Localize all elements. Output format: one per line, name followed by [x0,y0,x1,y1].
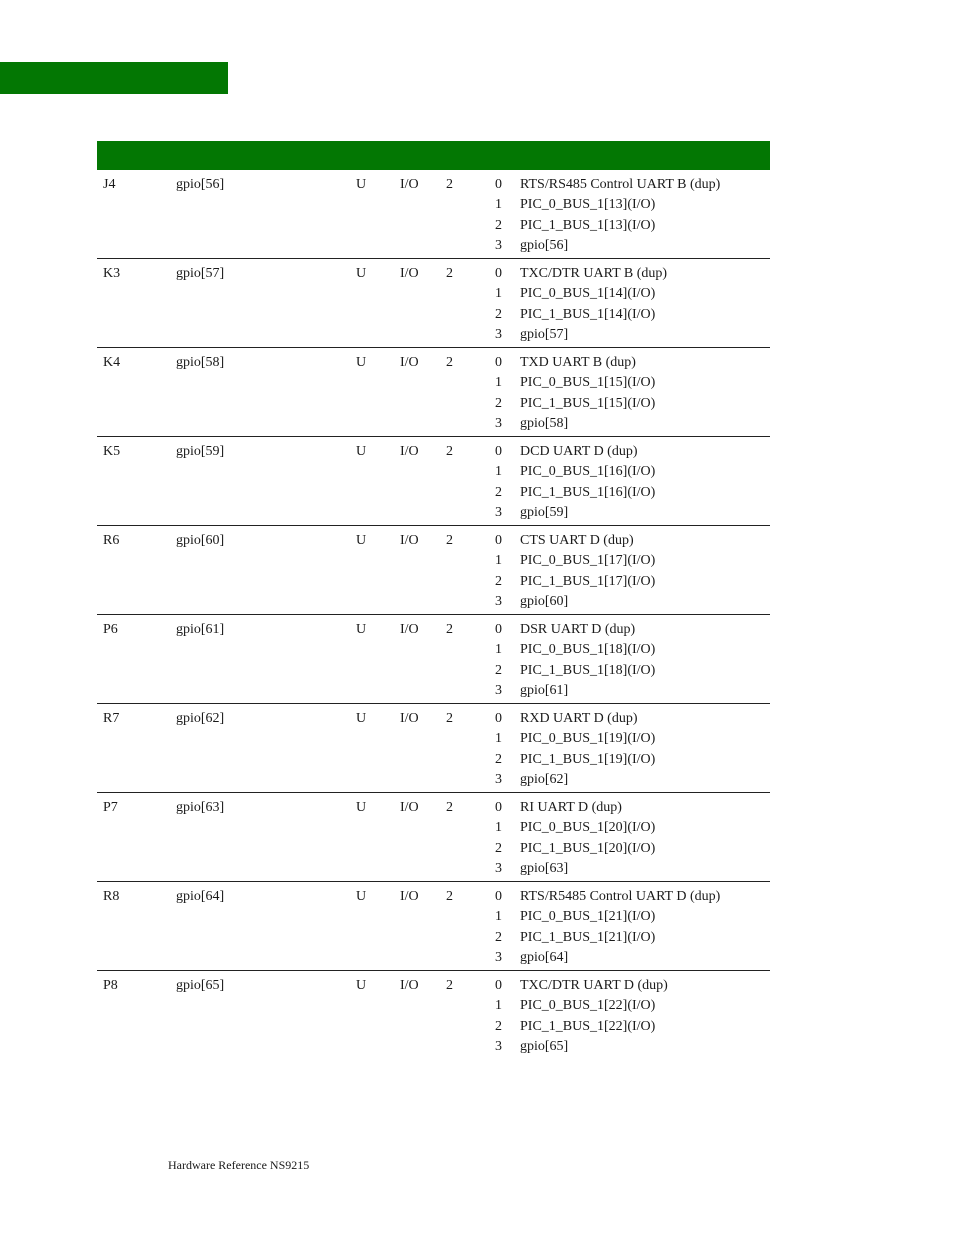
pull-cell: U [356,978,367,993]
mux-number: 0 [495,800,502,815]
mux-description-column [520,976,668,1057]
signal-cell: gpio[57] [176,266,225,281]
mux-number: 3 [495,949,502,965]
mux-number: 2 [495,1018,502,1034]
mux-description: PIC_1_BUS_1[13](I/O) [520,217,656,233]
io-cell: I/O [400,889,419,904]
io-cell: I/O [400,444,419,459]
signal-cell: gpio[56] [176,177,225,192]
mux-description: RTS/R5485 Control UART D (dup) [520,889,721,904]
mux-description: TXC/DTR UART D (dup) [520,978,668,993]
mux-number: 3 [495,682,502,698]
pin-cell: K5 [103,444,121,459]
mux-description: PIC_1_BUS_1[14](I/O) [520,306,656,322]
mux-description: PIC_0_BUS_1[22](I/O) [520,998,656,1014]
io-cell: I/O [400,533,419,548]
signal-cell: gpio[62] [176,711,225,726]
mux-number: 1 [495,820,502,836]
mux-description: PIC_1_BUS_1[15](I/O) [520,395,656,411]
pin-cell: K3 [103,266,121,281]
mux-number-column [495,887,502,968]
drive-cell: 2 [446,978,453,993]
mux-description-column [520,887,720,968]
mux-number: 3 [495,326,502,342]
mux-number: 2 [495,484,502,500]
table-row [97,793,770,882]
drive-cell: 2 [446,533,453,548]
pull-cell: U [356,533,367,548]
mux-number: 2 [495,751,502,767]
mux-number: 0 [495,355,502,370]
drive-cell: 2 [446,800,453,815]
mux-number: 2 [495,395,502,411]
mux-description: gpio[65] [520,1038,569,1054]
mux-number-column [495,798,502,879]
mux-number: 1 [495,731,502,747]
mux-number: 0 [495,444,502,459]
mux-number-column [495,175,502,256]
mux-description: PIC_0_BUS_1[19](I/O) [520,731,656,747]
drive-cell: 2 [446,266,453,281]
mux-number: 3 [495,415,502,431]
mux-number: 0 [495,177,502,192]
io-cell: I/O [400,711,419,726]
mux-description: gpio[56] [520,237,569,253]
signal-cell: gpio[64] [176,889,225,904]
drive-cell: 2 [446,622,453,637]
mux-description-column [520,175,720,256]
mux-description-column [520,798,655,879]
mux-description-column [520,531,655,612]
mux-description: PIC_1_BUS_1[18](I/O) [520,662,656,678]
mux-number: 1 [495,998,502,1014]
table-row [97,170,770,259]
mux-description: gpio[63] [520,860,569,876]
io-cell: I/O [400,266,419,281]
mux-description: DSR UART D (dup) [520,622,636,637]
mux-number: 2 [495,573,502,589]
pull-cell: U [356,711,367,726]
mux-description: PIC_0_BUS_1[20](I/O) [520,820,656,836]
pull-cell: U [356,444,367,459]
signal-cell: gpio[59] [176,444,225,459]
mux-number: 3 [495,504,502,520]
mux-description: PIC_1_BUS_1[16](I/O) [520,484,656,500]
mux-description: PIC_1_BUS_1[19](I/O) [520,751,656,767]
table-row [97,882,770,971]
mux-description: PIC_1_BUS_1[20](I/O) [520,840,656,856]
mux-description: gpio[58] [520,415,569,431]
mux-number: 2 [495,929,502,945]
pin-cell: P8 [103,978,118,993]
mux-number: 2 [495,306,502,322]
mux-description: PIC_0_BUS_1[15](I/O) [520,375,656,391]
mux-number: 1 [495,909,502,925]
pull-cell: U [356,800,367,815]
signal-cell: gpio[65] [176,978,225,993]
mux-number: 1 [495,553,502,569]
mux-description-column [520,264,667,345]
table-header-bar [97,141,770,170]
pin-cell: P7 [103,800,118,815]
table-row [97,971,770,1060]
mux-number-column [495,976,502,1057]
mux-number: 1 [495,197,502,213]
mux-number-column [495,531,502,612]
mux-number-column [495,620,502,701]
mux-description: TXC/DTR UART B (dup) [520,266,668,281]
pull-cell: U [356,622,367,637]
io-cell: I/O [400,978,419,993]
mux-number-column [495,442,502,523]
mux-number-column [495,353,502,434]
pin-cell: R8 [103,889,120,904]
mux-description: PIC_0_BUS_1[18](I/O) [520,642,656,658]
pin-cell: J4 [103,177,116,192]
mux-description: DCD UART D (dup) [520,444,638,459]
signal-cell: gpio[60] [176,533,225,548]
table-row [97,704,770,793]
signal-cell: gpio[61] [176,622,225,637]
mux-description: gpio[57] [520,326,569,342]
mux-number: 2 [495,662,502,678]
mux-number: 3 [495,593,502,609]
mux-number: 1 [495,642,502,658]
io-cell: I/O [400,800,419,815]
mux-number-column [495,709,502,790]
drive-cell: 2 [446,177,453,192]
drive-cell: 2 [446,889,453,904]
mux-description: RTS/RS485 Control UART B (dup) [520,177,721,192]
table-row [97,526,770,615]
mux-number: 1 [495,464,502,480]
mux-description: gpio[61] [520,682,569,698]
drive-cell: 2 [446,444,453,459]
pull-cell: U [356,266,367,281]
mux-number: 0 [495,889,502,904]
signal-cell: gpio[63] [176,800,225,815]
mux-description: PIC_0_BUS_1[21](I/O) [520,909,656,925]
pin-cell: P6 [103,622,118,637]
mux-number: 0 [495,711,502,726]
mux-description: PIC_0_BUS_1[14](I/O) [520,286,656,302]
pull-cell: U [356,355,367,370]
mux-number: 2 [495,840,502,856]
mux-description: TXD UART B (dup) [520,355,636,370]
mux-number: 0 [495,978,502,993]
mux-description: gpio[62] [520,771,569,787]
pin-cell: K4 [103,355,121,370]
table-row [97,348,770,437]
mux-number: 3 [495,237,502,253]
io-cell: I/O [400,355,419,370]
chapter-tab-bar [0,62,228,94]
mux-description: RI UART D (dup) [520,800,622,815]
mux-number: 1 [495,375,502,391]
signal-cell: gpio[58] [176,355,225,370]
page-footer: Hardware Reference NS9215 [168,1158,310,1172]
mux-description: gpio[59] [520,504,569,520]
table-row [97,437,770,526]
drive-cell: 2 [446,355,453,370]
drive-cell: 2 [446,711,453,726]
io-cell: I/O [400,622,419,637]
mux-number: 3 [495,1038,502,1054]
mux-number: 0 [495,266,502,281]
mux-description: gpio[64] [520,949,569,965]
pin-cell: R6 [103,533,120,548]
table-row [97,615,770,704]
mux-description: CTS UART D (dup) [520,533,634,548]
mux-number: 3 [495,860,502,876]
pin-table [97,170,770,1060]
mux-number: 1 [495,286,502,302]
mux-description: PIC_0_BUS_1[17](I/O) [520,553,656,569]
io-cell: I/O [400,177,419,192]
mux-description: RXD UART D (dup) [520,711,638,726]
mux-number: 0 [495,533,502,548]
mux-number-column [495,264,502,345]
mux-description: PIC_0_BUS_1[13](I/O) [520,197,656,213]
mux-description: PIC_1_BUS_1[22](I/O) [520,1018,656,1034]
mux-description: PIC_1_BUS_1[17](I/O) [520,573,656,589]
pull-cell: U [356,889,367,904]
mux-description: gpio[60] [520,593,569,609]
mux-description: PIC_0_BUS_1[16](I/O) [520,464,656,480]
mux-description-column [520,709,655,790]
pull-cell: U [356,177,367,192]
mux-number: 0 [495,622,502,637]
pin-cell: R7 [103,711,120,726]
table-row [97,259,770,348]
mux-description-column [520,442,655,523]
mux-number: 3 [495,771,502,787]
mux-number: 2 [495,217,502,233]
mux-description-column [520,353,655,434]
mux-description-column [520,620,655,701]
mux-description: PIC_1_BUS_1[21](I/O) [520,929,656,945]
